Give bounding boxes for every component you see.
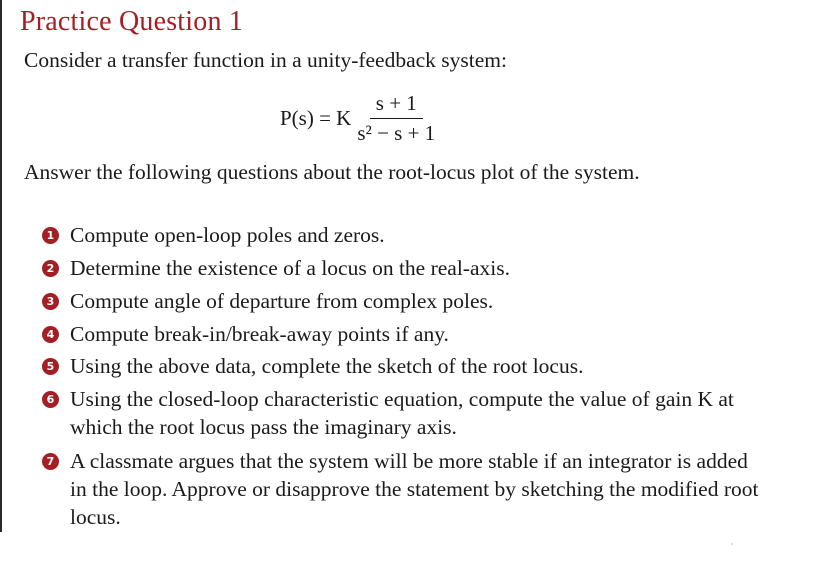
question-text: Using the closed-loop characteristic equation, compute the value of gain K at which the root locus pass the imaginary axis.: [70, 387, 734, 439]
equation-numerator: s + 1: [370, 91, 423, 119]
question-text: Compute open-loop poles and zeros.: [70, 223, 385, 247]
equation-lhs: P(s) = K: [280, 105, 352, 130]
number-badge-icon: 3: [42, 293, 59, 310]
transfer-function-equation: [280, 90, 439, 146]
equation-denominator: s² − s + 1: [357, 120, 436, 145]
number-badge-icon: 5: [42, 358, 59, 375]
number-badge-icon: 2: [42, 260, 59, 277]
number-badge-icon: 7: [42, 453, 59, 470]
question-text: Determine the existence of a locus on the real-axis.: [70, 256, 510, 280]
question-text: Using the above data, complete the sketch of the root locus.: [70, 354, 584, 378]
question-text: Compute break-in/break-away points if any.: [70, 322, 449, 346]
question-text: A classmate argues that the system will be more stable if an integrator is added in the loop. Approve or disapprove the statement by sketching the modified root locus.: [70, 449, 759, 529]
number-badge-icon: 1: [42, 227, 59, 244]
number-badge-icon: 4: [42, 326, 59, 343]
page-title: Practice Question 1: [20, 6, 244, 37]
number-badge-icon: 6: [42, 391, 59, 408]
speck-mark: [731, 543, 733, 545]
question-text: Compute angle of departure from complex poles.: [70, 289, 494, 313]
equation-fraction: [353, 91, 439, 146]
intro-text: Consider a transfer function in a unity-feedback system:: [24, 48, 508, 72]
prompt-text: Answer the following questions about the root-locus plot of the system.: [24, 160, 640, 184]
